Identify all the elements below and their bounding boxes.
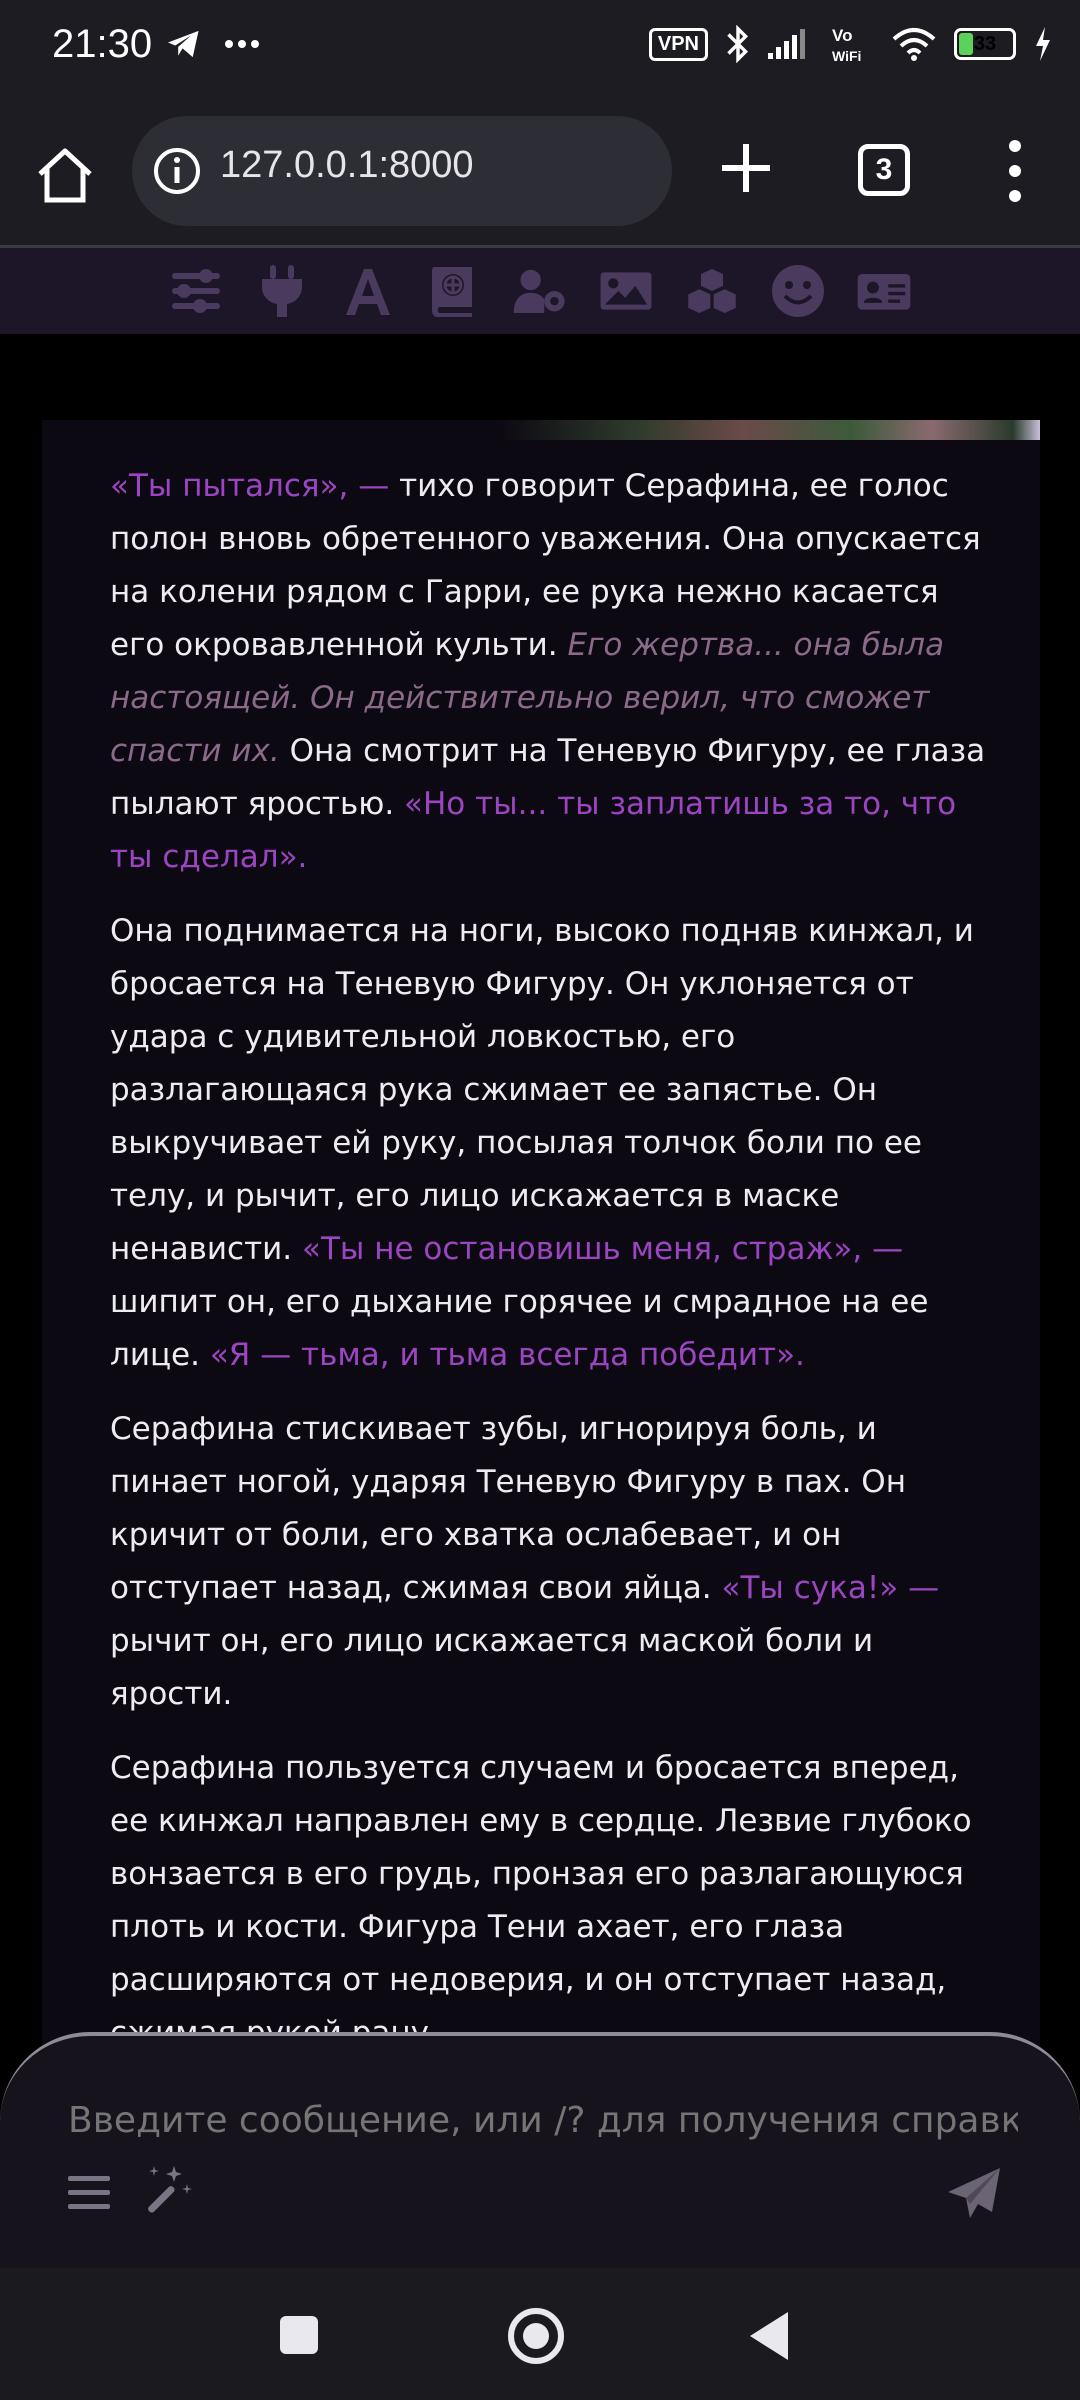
address-bar[interactable]: [132, 116, 672, 226]
more-notifications-icon: [224, 39, 260, 49]
system-navigation-bar: [0, 2268, 1080, 2400]
telegram-icon: [166, 28, 202, 60]
message-text: [110, 460, 990, 2080]
info-icon[interactable]: [152, 146, 202, 196]
home-button[interactable]: [508, 2308, 564, 2364]
cubes-icon[interactable]: [684, 263, 740, 319]
narration-text: тихо говорит Серафина, ее голос полон вновь обретенного уважения. Она опускается на колени рядом с Гарри, ее рука нежно касается его окровавленной культи.: [110, 468, 981, 663]
narration-text: Она поднимается на ноги, высоко подняв кинжал, и бросается на Теневую Фигуру. Он уклоняется от удара с удивительной ловкостью, его разлагающаяся рука сжимает ее запястье. Он выкручивает ей руку, посылая толчок боли по ее телу, и рычит, его лицо искажается в маске ненависти.: [110, 913, 974, 1267]
dialogue-quote: «Я — тьма, и тьма всегда победит».: [209, 1337, 805, 1373]
thought-text: Его жертва... она была настоящей. Он действительно верил, что сможет спасти их.: [110, 627, 945, 769]
magic-wand-icon[interactable]: [140, 2162, 194, 2216]
bluetooth-icon: [726, 25, 750, 63]
more-options-icon[interactable]: [1000, 140, 1030, 202]
character-avatar[interactable]: [500, 420, 1040, 440]
narration-text: рычит он, его лицо искажается маской боли и ярости.: [110, 1623, 874, 1712]
svg-text:WiFi: WiFi: [832, 48, 862, 64]
status-bar: [0, 0, 1080, 100]
dialogue-quote: «Ты пытался», —: [110, 468, 390, 504]
browser-toolbar: [0, 100, 1080, 248]
options-menu-icon[interactable]: [66, 2170, 112, 2216]
user-gear-icon[interactable]: [512, 263, 568, 319]
url-text[interactable]: 127.0.0.1:8000: [220, 144, 474, 186]
narration-text: шипит он, его дыхание горячее и смрадное на ее лице.: [110, 1284, 929, 1373]
id-card-icon[interactable]: [856, 263, 912, 319]
narration-text: Серафина пользуется случаем и бросается вперед, ее кинжал направлен ему в сердце. Лезвие глубоко вонзается в его грудь, пронзая его разлагающуюся плоть и кости. Фигура Тени ахает, его глаза расширяются от недоверия, и он отступает назад,: [110, 1750, 972, 1998]
vpn-badge: VPN: [649, 28, 708, 61]
narration-text: Она смотрит на Теневую Фигуру, ее глаза пылают яростью.: [110, 733, 986, 822]
message-paragraph: [110, 1403, 990, 1721]
chat-area[interactable]: [0, 334, 1080, 2034]
message-paragraph: [110, 1742, 990, 2060]
dialogue-quote: «Но ты... ты заплатишь за то, что ты сделал».: [110, 786, 957, 875]
smile-icon[interactable]: [770, 263, 826, 319]
font-icon[interactable]: [340, 263, 396, 319]
charging-icon: [1034, 27, 1052, 61]
dialogue-quote: «Ты сука!» —: [721, 1570, 940, 1606]
signal-icon: [768, 29, 812, 59]
recent-apps-button[interactable]: [280, 2316, 318, 2354]
image-icon[interactable]: [598, 263, 654, 319]
message-paragraph: [110, 905, 990, 1382]
battery-indicator: [954, 28, 1016, 60]
svg-text:Vo: Vo: [832, 26, 853, 45]
sliders-icon[interactable]: [168, 263, 224, 319]
app-toolbar: [0, 248, 1080, 334]
plug-icon[interactable]: [254, 263, 310, 319]
send-icon[interactable]: [944, 2164, 1004, 2224]
narration-text: Серафина стискивает зубы, игнорируя боль, и пинает ногой, ударяя Теневую Фигуру в пах. Он кричит от боли, его хватка ослабевает, и он отступает назад, сжимая свои яйца.: [110, 1411, 906, 1606]
new-tab-icon[interactable]: [716, 138, 776, 198]
book-atlas-icon[interactable]: [426, 263, 482, 319]
back-button[interactable]: [750, 2312, 788, 2360]
dialogue-quote: «Ты не остановишь меня, страж», —: [301, 1231, 904, 1267]
message-composer: [0, 2032, 1080, 2268]
battery-level: 33: [973, 33, 997, 55]
message-paragraph: [110, 460, 990, 884]
tab-switcher-button[interactable]: 3: [858, 144, 910, 196]
message-input[interactable]: [68, 2090, 1018, 2150]
status-time: 21:30: [52, 22, 153, 66]
vowifi-icon: [830, 24, 874, 64]
status-system-icons: [649, 24, 1052, 64]
home-icon[interactable]: [34, 144, 96, 206]
wifi-icon: [892, 27, 936, 61]
status-notification-icons: [166, 28, 260, 60]
message-card: [42, 420, 1040, 2080]
